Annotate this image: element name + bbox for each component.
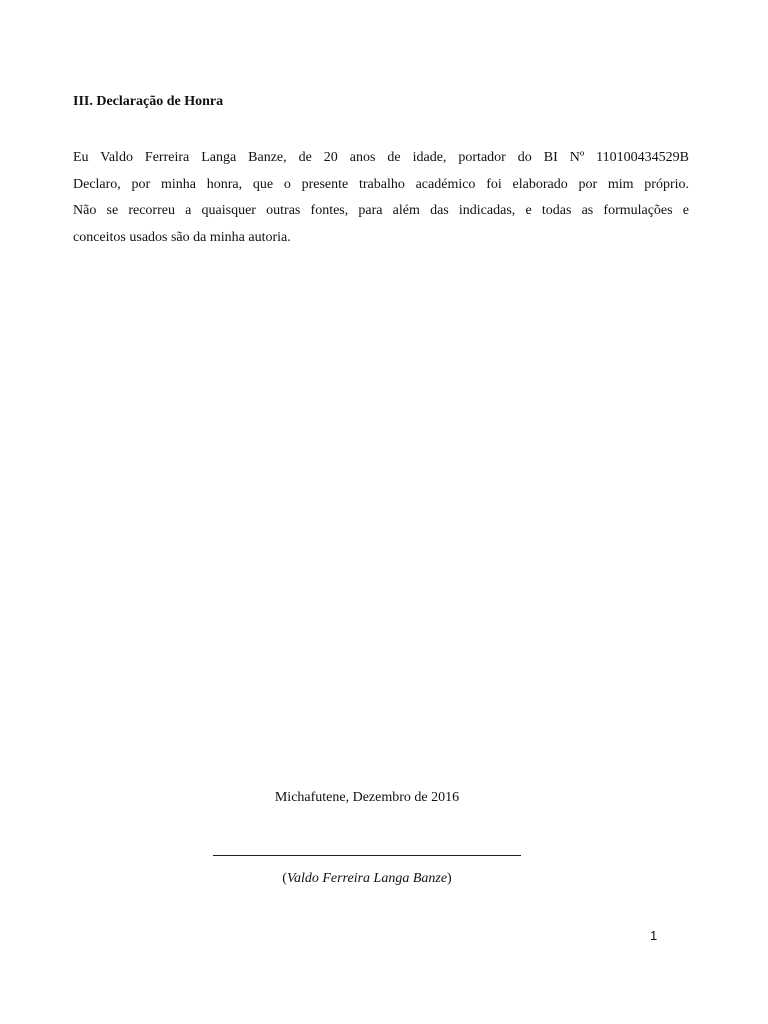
signature-open-paren: ( (282, 871, 287, 886)
paragraph-line: conceitos usados são da minha autoria. (73, 230, 291, 246)
signatory-name: Valdo Ferreira Langa Banze (286, 871, 448, 886)
declaration-paragraph (73, 145, 689, 252)
paragraph-line: Eu Valdo Ferreira Langa Banze, de 20 anos de idade, portador do BI Nº 110100434529B (73, 150, 689, 165)
place-date: Michafutene, Dezembro de 2016 (274, 790, 460, 805)
signature-line (213, 855, 521, 856)
paragraph-line: Não se recorreu a quaisquer outras fontes, para além das indicadas, e todas as formulações e (73, 203, 689, 219)
paragraph-line: Declaro, por minha honra, que o presente trabalho académico foi elaborado por mim próprio. (73, 176, 689, 192)
page-number: 1 (650, 928, 658, 943)
section-heading: III. Declaração de Honra (73, 94, 224, 109)
signature-close-paren: ) (447, 871, 452, 886)
signature-name (0, 869, 734, 889)
